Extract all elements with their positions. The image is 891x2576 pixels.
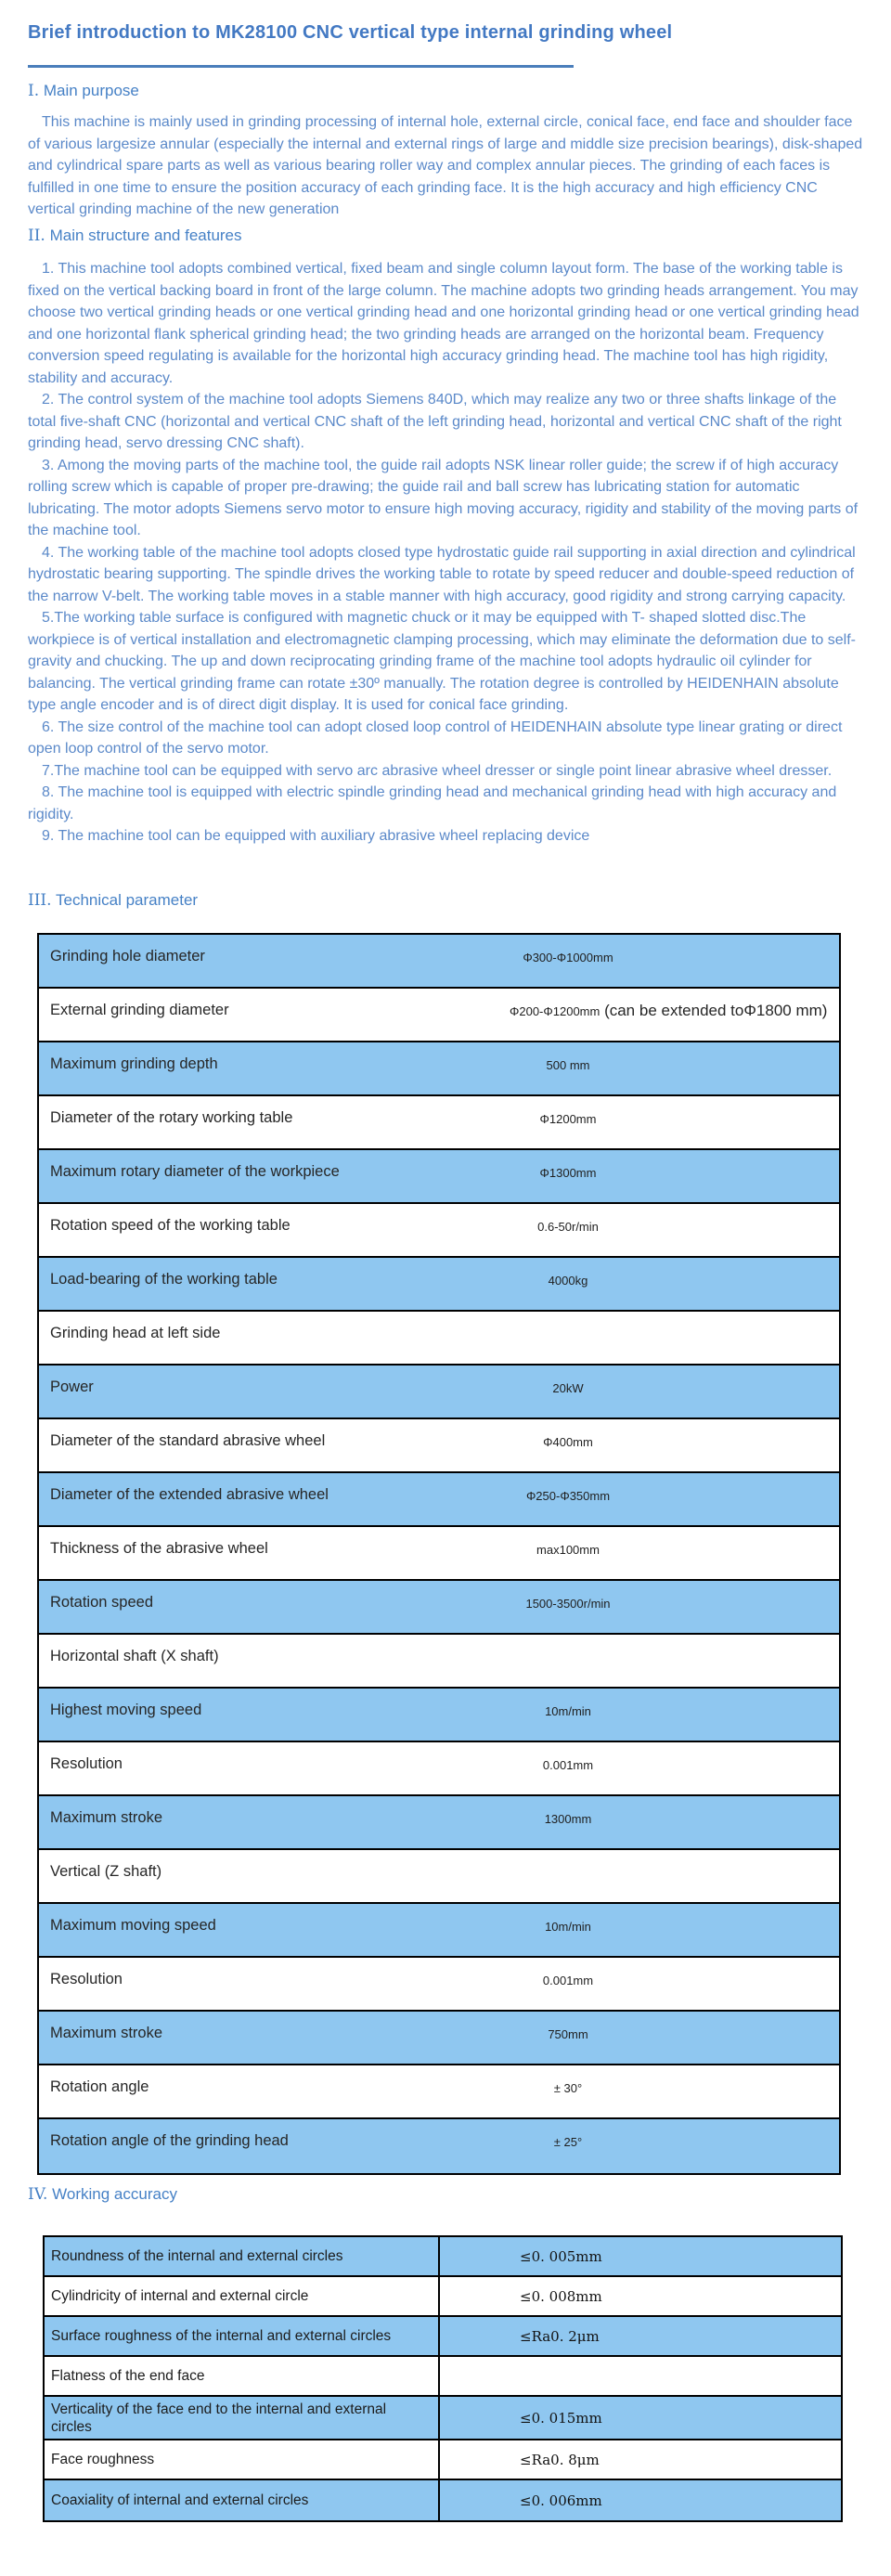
param-value [345, 2135, 791, 2149]
param-value [345, 1758, 791, 1772]
technical-parameters-table [37, 933, 841, 2175]
accuracy-row [45, 2397, 841, 2440]
param-value-main: Φ250-Φ350mm [525, 1489, 611, 1503]
body-paragraph: 4. The working table of the machine tool adopts closed type hydrostatic guide rail supporting in axial direction and cylindrical hydrostatic bearing supporting. The spindle drives the working table to rotate by speed reducer and double-speed reduction of the narrow V-belt. The working table moves in a stable manner with high accuracy, good rigidity and strong carrying capacity. [28, 544, 856, 604]
accuracy-label: Coaxiality of internal and external circles [45, 2480, 440, 2520]
param-value-main: 0.6-50r/min [537, 1220, 599, 1234]
param-row [39, 1312, 839, 1366]
body-paragraph: This machine is mainly used in grinding processing of internal hole, external circle, conical face, end face and shoulder face of various largesize annular (especially the internal and external rings of large and middle size precision bearings), disk-shaped and cylindrical spare parts as well as various bearing roller way and complex annular pieces. The grinding of each faces is fulfilled in one time to ensure the position accuracy of each grinding face. It is the high accuracy and high efficiency CNC vertical grinding machine of the new generation [28, 114, 863, 217]
param-label: Rotation angle of the grinding head [50, 2132, 289, 2149]
structure-features-paragraphs [28, 258, 866, 848]
accuracy-label: Cylindricity of internal and external circle [45, 2277, 440, 2315]
param-row [39, 1042, 839, 1096]
accuracy-label: Verticality of the face end to the internal and external circles [45, 2397, 440, 2439]
param-label: Vertical (Z shaft) [50, 1863, 162, 1880]
param-value [345, 1166, 791, 1180]
param-row [39, 1150, 839, 1204]
param-row [39, 1742, 839, 1796]
body-paragraph: 6. The size control of the machine tool can adopt closed loop control of HEIDENHAIN absolute type linear grating or direct open loop control of the servo motor. [28, 718, 843, 757]
param-label: Diameter of the rotary working table [50, 1109, 293, 1126]
param-value-main: Φ200-Φ1200mm [510, 1004, 600, 1018]
param-label: Maximum grinding depth [50, 1055, 218, 1072]
accuracy-row [45, 2277, 841, 2317]
param-label: Grinding head at left side [50, 1325, 221, 1341]
param-value [345, 1704, 791, 1718]
section-numeral: IV. [28, 2185, 48, 2204]
param-label: Rotation speed of the working table [50, 1217, 291, 1234]
param-label: Resolution [50, 1755, 123, 1772]
param-value-main: 10m/min [545, 1704, 591, 1718]
accuracy-label: Flatness of the end face [45, 2357, 440, 2395]
accuracy-row [45, 2440, 841, 2480]
param-row [39, 1366, 839, 1419]
param-row [39, 2119, 839, 2173]
param-label: Diameter of the extended abrasive wheel [50, 1486, 329, 1503]
param-row [39, 1850, 839, 1904]
param-value [345, 1381, 791, 1395]
param-value [345, 1920, 791, 1934]
section-title: Main purpose [43, 82, 139, 99]
param-row [39, 2065, 839, 2119]
param-row [39, 1473, 839, 1527]
param-value-main: 0.001mm [542, 1974, 594, 1987]
body-paragraph: 9. The machine tool can be equipped with auxiliary abrasive wheel replacing device [42, 828, 590, 844]
param-value [345, 2027, 791, 2041]
section-heading-structure-features [28, 227, 242, 245]
section-numeral: III. [28, 891, 52, 910]
param-value [345, 1002, 891, 1020]
param-value-main: 4000kg [548, 1274, 588, 1288]
param-label: Resolution [50, 1971, 123, 1987]
param-row [39, 1635, 839, 1689]
param-value [345, 2081, 791, 2095]
param-label: Maximum rotary diameter of the workpiece [50, 1163, 340, 1180]
param-value [345, 951, 791, 964]
param-label: Diameter of the standard abrasive wheel [50, 1432, 326, 1449]
section-numeral: I. [28, 82, 40, 100]
param-value [345, 1112, 791, 1126]
param-row [39, 1096, 839, 1150]
accuracy-value [440, 2357, 841, 2395]
param-row [39, 935, 839, 989]
param-value-main: 1500-3500r/min [525, 1597, 611, 1611]
param-row [39, 1204, 839, 1258]
param-value [345, 1974, 791, 1987]
accuracy-row [45, 2480, 841, 2520]
param-value [345, 1489, 791, 1503]
accuracy-label: Face roughness [45, 2440, 440, 2479]
param-value-main: 10m/min [545, 1920, 591, 1934]
section-heading-main-purpose [28, 82, 139, 100]
accuracy-row [45, 2317, 841, 2357]
param-label: Power [50, 1379, 94, 1395]
param-label: Highest moving speed [50, 1702, 202, 1718]
param-label: External grinding diameter [50, 1002, 229, 1018]
param-value [345, 1274, 791, 1288]
param-row [39, 1904, 839, 1958]
param-row [39, 1581, 839, 1635]
param-row [39, 1258, 839, 1312]
title-underline [28, 65, 574, 68]
param-label: Maximum stroke [50, 1809, 163, 1826]
body-paragraph: 3. Among the moving parts of the machine tool, the guide rail adopts NSK linear roller guide; the screw if of high accuracy rolling screw which is capable of proper pre-drawing; the guide rail and ball screw has lubricating station for automatic lubricating. The motor adopts Siemens servo motor to ensure high moving accuracy, rigidity and stability of the moving parts of the machine tool. [28, 457, 859, 538]
body-paragraph: 1. This machine tool adopts combined vertical, fixed beam and single column layout form. The base of the working table is fixed on the vertical backing board in front of the large column. The machine adopts two grinding heads arrangement. You may choose two vertical grinding heads or one vertical grinding head and one horizontal grinding head or one vertical grinding head and one horizontal flank spherical grinding head; the two grinding heads are arranged on the horizontal beam. Frequency conversion speed regulating is available for the horizontal high accuracy grinding head. The machine tool has high rigidity, stability and accuracy. [28, 261, 859, 386]
body-paragraph: 2. The control system of the machine tool adopts Siemens 840D, which may realize any two or three shafts linkage of the total five-shaft CNC (horizontal and vertical CNC shaft of the left grinding head, horizontal and vertical CNC shaft of the right grinding head, servo dressing CNC shaft). [28, 392, 842, 451]
param-value-main: Φ400mm [543, 1435, 593, 1449]
param-value [345, 1220, 791, 1234]
param-value [345, 1435, 791, 1449]
param-value-main: Φ1200mm [539, 1112, 597, 1126]
accuracy-value: ≤0. 015mm [520, 2409, 602, 2427]
section-heading-technical-parameter [28, 891, 198, 910]
param-label: Maximum stroke [50, 2025, 163, 2041]
section-heading-working-accuracy [28, 2185, 177, 2204]
main-purpose-paragraphs [28, 111, 866, 221]
param-row [39, 1419, 839, 1473]
param-value-main: max100mm [536, 1543, 600, 1557]
accuracy-row [45, 2357, 841, 2397]
param-value-suffix: (can be extended toΦ1800 mm) [600, 1002, 828, 1019]
param-value [345, 1597, 791, 1611]
param-label: Load-bearing of the working table [50, 1271, 278, 1288]
param-label: Grinding hole diameter [50, 948, 205, 964]
param-label: Rotation speed [50, 1594, 153, 1611]
param-row [39, 1958, 839, 2012]
param-label: Maximum moving speed [50, 1917, 216, 1934]
param-row [39, 1527, 839, 1581]
accuracy-label: Roundness of the internal and external circles [45, 2237, 440, 2275]
accuracy-value: ≤0. 006mm [520, 2492, 602, 2509]
section-title: Working accuracy [52, 2185, 177, 2203]
param-row [39, 1689, 839, 1742]
param-row [39, 1796, 839, 1850]
body-paragraph: 7.The machine tool can be equipped with servo arc abrasive wheel dresser or single point linear abrasive wheel dresser. [42, 762, 833, 779]
param-label: Rotation angle [50, 2078, 149, 2095]
param-value [345, 1058, 791, 1072]
param-value-main: 750mm [548, 2027, 588, 2041]
accuracy-row [45, 2237, 841, 2277]
param-value-main: Φ300-Φ1000mm [523, 951, 613, 964]
param-value-main: 0.001mm [542, 1758, 594, 1772]
body-paragraph: 5.The working table surface is configured with magnetic chuck or it may be equipped with T- shaped slotted disc.The workpiece is of vertical installation and electromagnetic clamping processing, which may eliminate the deformation due to self-gravity and chucking. The up and down reciprocating grinding frame of the machine tool adopts hydraulic oil cylinder for balancing. The vertical grinding frame can rotate ±30º manually. The rotation degree is controlled by HEIDENHAIN absolute type angle encoder and is of direct digit display. It is used for conical face grinding. [28, 610, 856, 713]
param-value-main: ± 25° [553, 2135, 583, 2149]
param-value-main: 1300mm [544, 1812, 592, 1826]
section-title: Technical parameter [55, 891, 199, 909]
working-accuracy-table [43, 2235, 843, 2522]
param-label: Horizontal shaft (X shaft) [50, 1648, 219, 1664]
param-value-main: Φ1300mm [539, 1166, 597, 1180]
param-value [345, 1812, 791, 1826]
param-row [39, 2012, 839, 2065]
accuracy-value: ≤0. 005mm [520, 2247, 602, 2265]
body-paragraph: 8. The machine tool is equipped with electric spindle grinding head and mechanical grinding head with high accuracy and rigidity. [28, 784, 837, 822]
accuracy-value: ≤Ra0. 8μm [520, 2451, 600, 2468]
param-value-main: 500 mm [546, 1058, 590, 1072]
section-numeral: II. [28, 227, 45, 245]
param-row [39, 989, 839, 1042]
accuracy-value: ≤0. 008mm [520, 2287, 602, 2305]
param-value-main: ± 30° [553, 2081, 583, 2095]
section-title: Main structure and features [49, 227, 242, 244]
param-label: Thickness of the abrasive wheel [50, 1540, 268, 1557]
accuracy-label: Surface roughness of the internal and external circles [45, 2317, 440, 2355]
param-value-main: 20kW [552, 1381, 584, 1395]
accuracy-value: ≤Ra0. 2μm [520, 2327, 600, 2345]
page-title: Brief introduction to MK28100 CNC vertical type internal grinding wheel [28, 22, 673, 43]
param-value [345, 1543, 791, 1557]
